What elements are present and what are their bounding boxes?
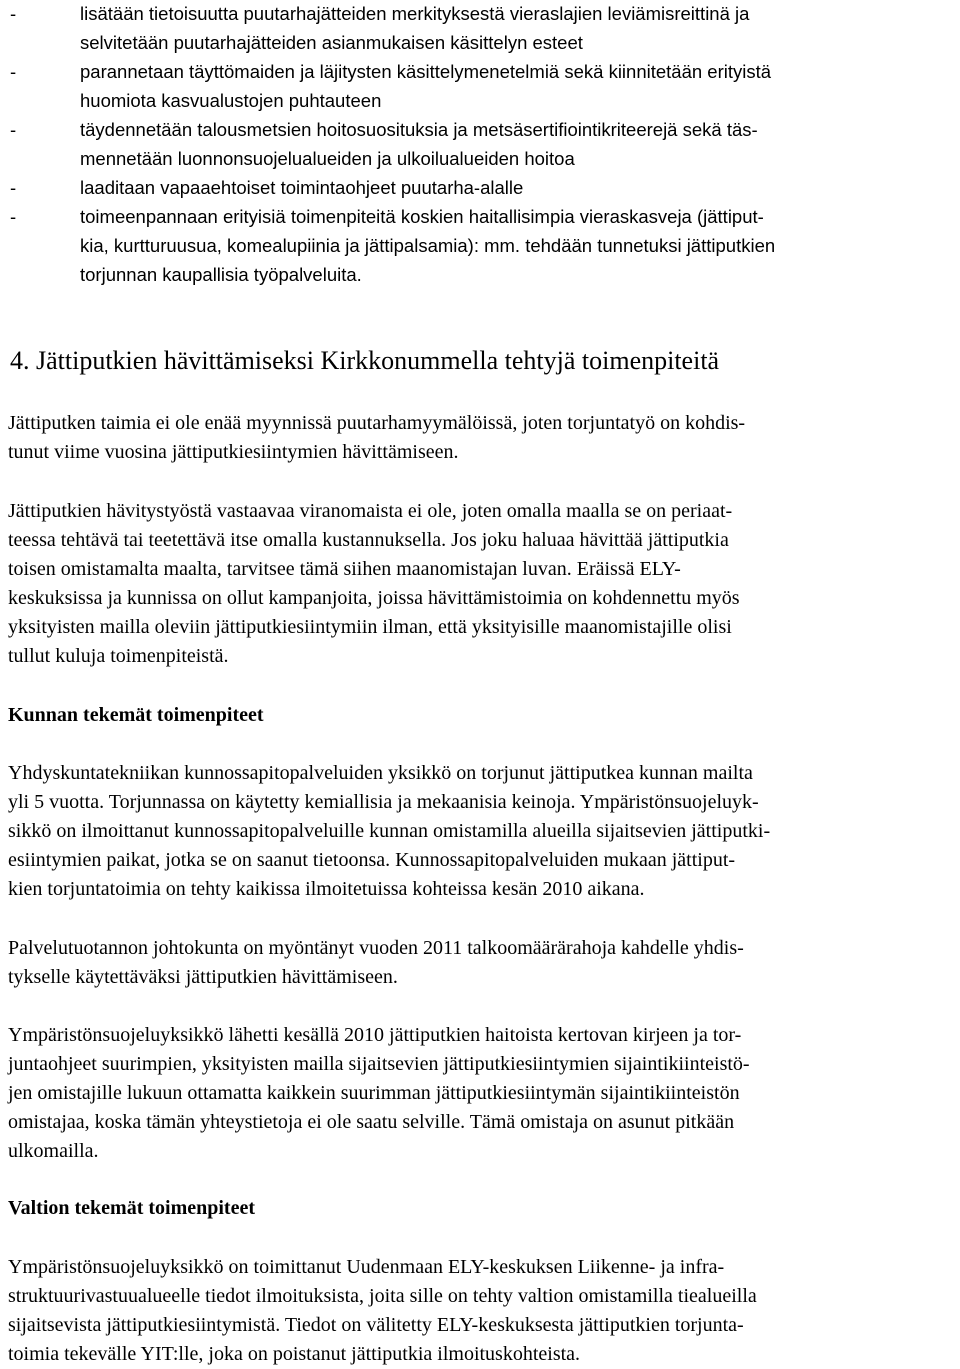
bullet-line: mennetään luonnonsuojelualueiden ja ulkoilualueiden hoitoa (80, 148, 575, 169)
subheading-kunta: Kunnan tekemät toimenpiteet (8, 704, 264, 726)
bullet-dash: - (10, 206, 17, 227)
paragraph-line: sikkö on ilmoittanut kunnossapitopalveluille kunnan omistamilla alueilla sijaitsevien jättiputki- (8, 820, 771, 842)
bullet-line: torjunnan kaupallisia työpalveluita. (80, 264, 362, 285)
paragraph-line: Yhdyskuntatekniikan kunnossapitopalveluiden yksikkö on torjunut jättiputkea kunnan mailta (8, 762, 753, 784)
paragraph-ely (8, 1253, 954, 1369)
paragraph-line: juntaohjeet suurimpien, yksityisten mailla sijaitsevien jättiputkiesiintymien sijaintikiinteistö- (8, 1053, 750, 1075)
bullet-dash: - (10, 177, 17, 198)
paragraph-johtokunta (8, 934, 954, 992)
paragraph-kunnossapito (8, 759, 954, 904)
paragraph-line: Ympäristönsuojeluyksikkö on toimittanut Uudenmaan ELY-keskuksen Liikenne- ja infra- (8, 1256, 725, 1278)
bullet-item (10, 202, 955, 289)
bullet-item (10, 115, 955, 173)
paragraph-line: esiintymien paikat, jotka se on saanut tietoonsa. Kunnossapitopalveluiden mukaan jättiput- (8, 849, 736, 871)
paragraph-line: yksityisten mailla oleviin jättiputkiesiintymiin ilman, että yksityisille maanomistajille olisi (8, 616, 732, 638)
paragraph-line: tunut viime vuosina jättiputkiesiintymien hävittämiseen. (8, 441, 459, 463)
bullet-line: täydennetään talousmetsien hoitosuosituksia ja metsäsertifiointikriteerejä sekä täs- (80, 119, 758, 140)
paragraph-line: toisen omistamalta maalta, tarvitsee tämä siihen maanomistajan luvan. Eräissä ELY- (8, 558, 681, 580)
bullet-line: selvitetään puutarhajätteiden asianmukaisen käsittelyn esteet (80, 32, 583, 53)
paragraph-kirje (8, 1021, 954, 1166)
bullet-line: parannetaan täyttömaiden ja läjitysten käsittelymenetelmiä sekä kiinnitetään erityistä (80, 61, 772, 82)
bullet-dash: - (10, 119, 17, 140)
subheading-valtio: Valtion tekemät toimenpiteet (8, 1197, 255, 1219)
bullet-item (10, 0, 955, 57)
paragraph-taimia (8, 409, 954, 467)
bullet-line: kia, kurtturuusua, komealupiinia ja jättipalsamia): mm. tehdään tunnetuksi jättiputkien (80, 235, 776, 256)
bullet-dash: - (10, 61, 17, 82)
bullet-item (10, 173, 955, 202)
paragraph-viranomainen (8, 497, 954, 671)
paragraph-line: yli 5 vuotta. Torjunnassa on käytetty kemiallisia ja mekaanisia keinoja. Ympäristönsuojeluyk- (8, 791, 759, 813)
paragraph-line: teessa tehtävä tai teetettävä itse omalla kustannuksella. Jos joku haluaa hävittää jättiputkia (8, 529, 729, 551)
paragraph-line: omistajaa, koska tämän yhteystietoja ei ole saatu selville. Tämä omistaja on asunut pitkään (8, 1111, 735, 1133)
bullet-line: toimeenpannaan erityisiä toimenpiteitä koskien haitallisimpia vieraskasveja (jättiput- (80, 206, 764, 227)
paragraph-line: keskuksissa ja kunnissa on ollut kampanjoita, joissa hävittämistoimia on kohdennettu myös (8, 587, 740, 609)
paragraph-line: sijaitsevista jättiputkiesiintymistä. Tiedot on välitetty ELY-keskuksesta jättiputkien torjunta- (8, 1314, 744, 1336)
paragraph-line: struktuurivastuualueelle tiedot ilmoituksista, joita sille on tehty valtion omistamilla tiealueilla (8, 1285, 757, 1307)
paragraph-line: tykselle käytettäväksi jättiputkien hävittämiseen. (8, 966, 398, 988)
paragraph-line: Ympäristönsuojeluyksikkö lähetti kesällä 2010 jättiputkien haitoista kertovan kirjeen ja tor- (8, 1024, 742, 1046)
bullet-list (10, 0, 955, 289)
bullet-line: laaditaan vapaaehtoiset toimintaohjeet puutarha-alalle (80, 177, 524, 198)
paragraph-line: jen omistajille lukuun ottamatta kaikkein suurimman jättiputkiesiintymän sijaintikiinteistön (8, 1082, 740, 1104)
paragraph-line: Palvelutuotannon johtokunta on myöntänyt vuoden 2011 talkoomäärärahoja kahdelle yhdis- (8, 937, 744, 959)
paragraph-line: ulkomailla. (8, 1140, 99, 1162)
section-heading: 4. Jättiputkien hävittämiseksi Kirkkonummella tehtyjä toimenpiteitä (10, 346, 720, 375)
paragraph-line: Jättiputkien hävitystyöstä vastaavaa viranomaista ei ole, joten omalla maalla se on periaat- (8, 500, 733, 522)
paragraph-line: tullut kuluja toimenpiteistä. (8, 645, 229, 667)
bullet-line: huomiota kasvualustojen puhtauteen (80, 90, 382, 111)
paragraph-line: kien torjuntatoimia on tehty kaikissa ilmoitetuissa kohteissa kesän 2010 aikana. (8, 878, 645, 900)
bullet-line: lisätään tietoisuutta puutarhajätteiden merkityksestä vieraslajien leviämisreittinä ja (80, 3, 750, 24)
bullet-dash: - (10, 3, 17, 24)
paragraph-line: toimia tekevälle YIT:lle, joka on poistanut jättiputkia ilmoituskohteista. (8, 1343, 581, 1365)
bullet-item (10, 57, 955, 115)
paragraph-line: Jättiputken taimia ei ole enää myynnissä puutarhamyymälöissä, joten torjuntatyö on kohdis- (8, 412, 746, 434)
